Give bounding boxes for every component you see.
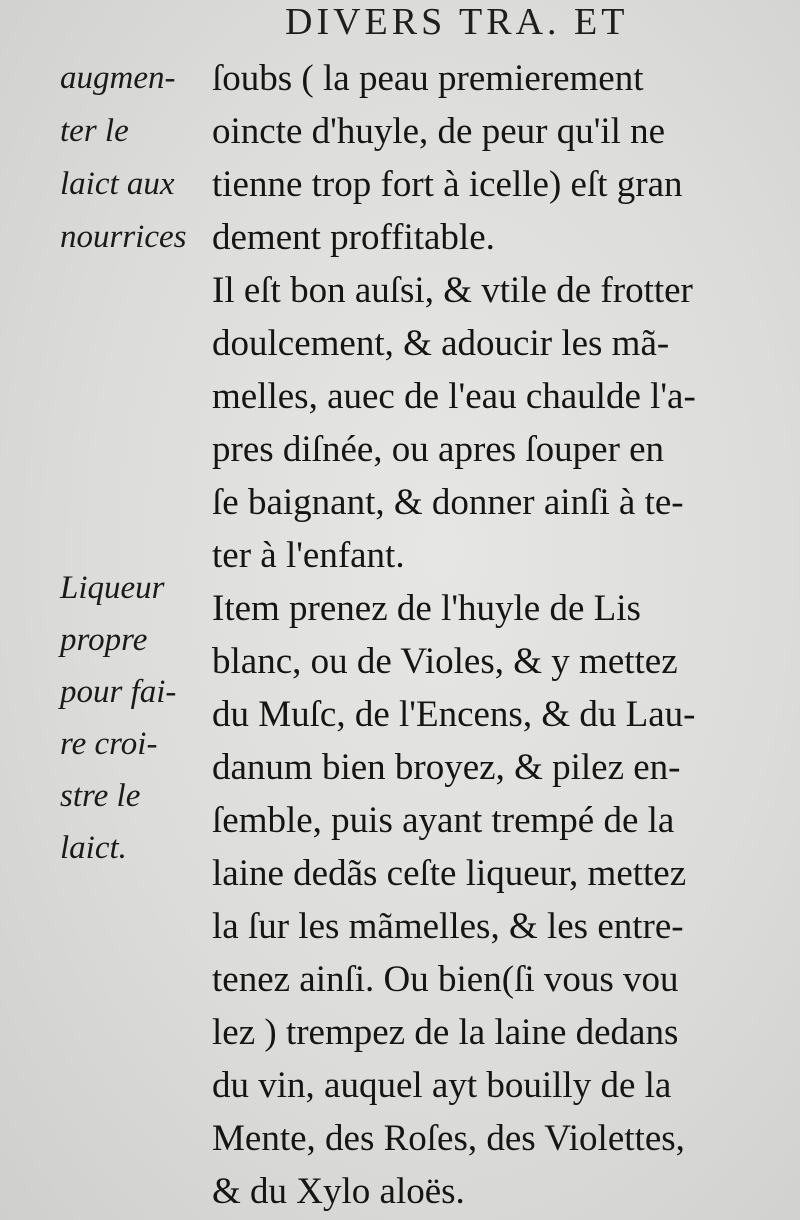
text-line: danum bien broyez, & pilez en-	[212, 747, 681, 788]
text-line: ſe baignant, & donner ainſi à te-	[212, 482, 684, 523]
text-line: lez ) trempez de la laine dedans	[212, 1012, 679, 1053]
margin-note-line: Liqueur	[60, 570, 165, 606]
margin-note-line: stre le	[60, 778, 141, 814]
margin-note-line: augmen-	[60, 60, 176, 96]
margin-note-liqueur	[60, 562, 176, 874]
margin-note-line: laict aux	[60, 166, 175, 202]
margin-note-line: nourrices	[60, 219, 187, 255]
margin-note-line: ter le	[60, 113, 129, 149]
text-line: ſemble, puis ayant trempé de la	[212, 800, 675, 841]
text-line: du Muſc, de l'Encens, & du Lau-	[212, 694, 696, 735]
text-line: doulcement, & adoucir les mã-	[212, 323, 670, 364]
text-line: dement proffitable.	[212, 217, 495, 258]
text-line: blanc, ou de Violes, & y mettez	[212, 641, 678, 682]
margin-note-augmenter	[60, 52, 187, 264]
text-line: Item prenez de l'huyle de Lis	[212, 588, 641, 629]
text-line: du vin, auquel ayt bouilly de la	[212, 1065, 672, 1106]
text-line: la ſur les mãmelles, & les entre-	[212, 906, 684, 947]
text-line: Mente, des Roſes, des Violettes,	[212, 1118, 685, 1159]
text-line: melles, auec de l'eau chaulde l'a-	[212, 376, 696, 417]
text-line: pres diſnée, ou apres ſouper en	[212, 429, 665, 470]
text-line: & du Xylo aloës.	[212, 1171, 465, 1212]
margin-note-line: pour fai-	[60, 674, 177, 710]
margin-note-line: re croi-	[60, 726, 158, 762]
text-line: Il eſt bon auſsi, & vtile de frotter	[212, 270, 693, 311]
margin-note-line: laict.	[60, 830, 127, 866]
text-line: oincte d'huyle, de peur qu'il ne	[212, 111, 666, 152]
running-head: DIVERS TRA. ET	[285, 1, 629, 43]
margin-note-line: propre	[60, 622, 148, 658]
text-line: ſoubs ( la peau premierement	[212, 58, 644, 99]
text-line: laine dedãs ceſte liqueur, mettez	[212, 853, 687, 894]
text-line: tienne trop fort à icelle) eſt gran	[212, 164, 683, 205]
body-text	[212, 52, 696, 1218]
text-line: ter à l'enfant.	[212, 535, 405, 576]
text-line: tenez ainſi. Ou bien(ſi vous vou	[212, 959, 679, 1000]
